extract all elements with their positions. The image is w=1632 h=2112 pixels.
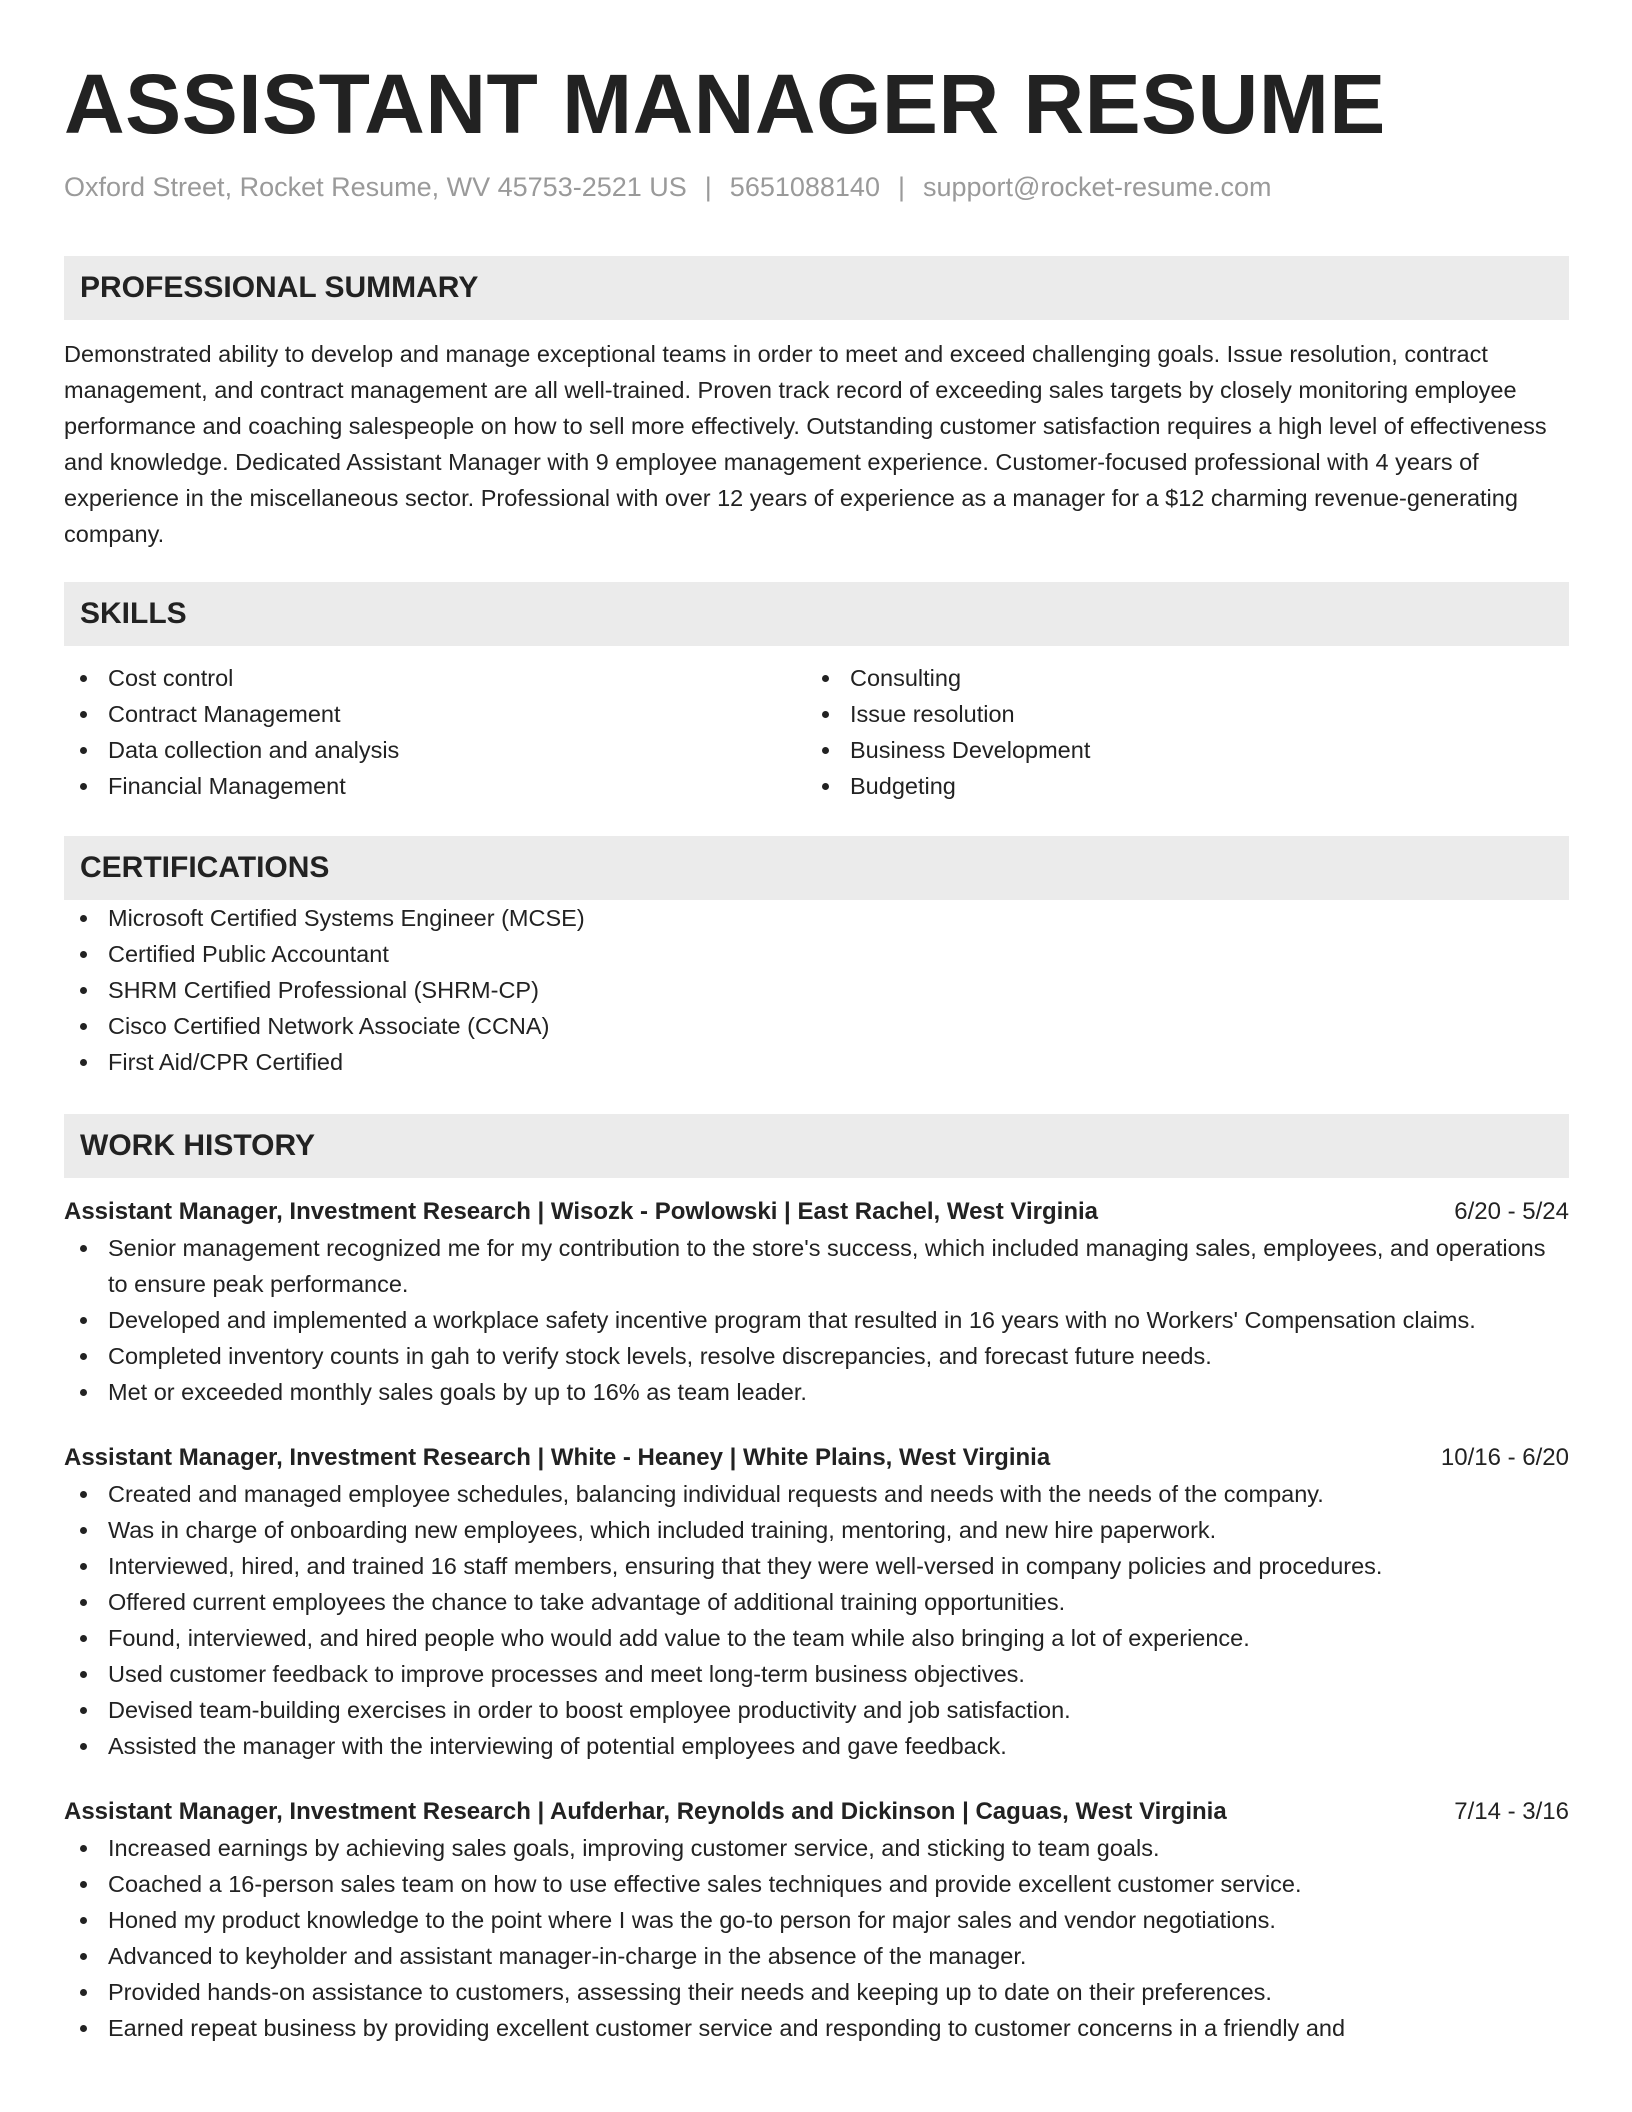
skill-item: Issue resolution xyxy=(806,696,1548,732)
job-bullet: Offered current employees the chance to take advantage of additional training opportunities. xyxy=(64,1584,1569,1620)
skill-item: Cost control xyxy=(64,660,806,696)
job-entry xyxy=(64,1194,1569,1410)
contact-email[interactable]: support@rocket-resume.com xyxy=(922,172,1272,202)
job-bullet: Increased earnings by achieving sales goals, improving customer service, and sticking to team goals. xyxy=(64,1830,1569,1866)
job-bullet: Senior management recognized me for my contribution to the store's success, which included managing sales, employees, and operations to ensure peak performance. xyxy=(64,1230,1569,1302)
job-bullet: Devised team-building exercises in order to boost employee productivity and job satisfaction. xyxy=(64,1692,1569,1728)
job-bullet: Earned repeat business by providing excellent customer service and responding to customer concerns in a friendly and xyxy=(64,2010,1569,2046)
job-header xyxy=(64,1440,1569,1476)
certification-item: Microsoft Certified Systems Engineer (MCSE) xyxy=(64,900,1569,936)
skills-list-right xyxy=(806,660,1548,804)
job-bullet: Found, interviewed, and hired people who would add value to the team while also bringing a lot of experience. xyxy=(64,1620,1569,1656)
skill-item: Budgeting xyxy=(806,768,1548,804)
job-bullet: Was in charge of onboarding new employees, which included training, mentoring, and new hire paperwork. xyxy=(64,1512,1569,1548)
skill-item: Consulting xyxy=(806,660,1548,696)
job-title: Assistant Manager, Investment Research | Wisozk - Powlowski | East Rachel, West Virginia xyxy=(64,1198,1099,1225)
job-bullet: Provided hands-on assistance to customers, assessing their needs and keeping up to date on their preferences. xyxy=(64,1974,1569,2010)
job-entry xyxy=(64,1440,1569,1764)
section-heading-work-history: WORK HISTORY xyxy=(64,1114,1569,1178)
job-entry xyxy=(64,1794,1569,2046)
certification-item: SHRM Certified Professional (SHRM-CP) xyxy=(64,972,1569,1008)
skill-item: Contract Management xyxy=(64,696,806,732)
certification-item: Certified Public Accountant xyxy=(64,936,1569,972)
contact-separator: | xyxy=(897,172,905,202)
resume-content xyxy=(64,58,1569,2046)
resume-title: ASSISTANT MANAGER RESUME xyxy=(64,57,1386,151)
section-heading-skills: SKILLS xyxy=(64,582,1569,646)
skills-columns xyxy=(64,660,1569,804)
certification-item: Cisco Certified Network Associate (CCNA) xyxy=(64,1008,1569,1044)
job-dates: 10/16 - 6/20 xyxy=(1440,1444,1569,1471)
skill-item: Data collection and analysis xyxy=(64,732,806,768)
job-bullet: Completed inventory counts in gah to verify stock levels, resolve discrepancies, and forecast future needs. xyxy=(64,1338,1569,1374)
job-title: Assistant Manager, Investment Research | White - Heaney | White Plains, West Virginia xyxy=(64,1444,1051,1471)
job-bullet-list xyxy=(64,1830,1569,2046)
job-bullet: Created and managed employee schedules, balancing individual requests and needs with the needs of the company. xyxy=(64,1476,1569,1512)
certification-item: First Aid/CPR Certified xyxy=(64,1044,1569,1080)
certifications-list xyxy=(64,900,1569,1080)
job-bullet: Developed and implemented a workplace safety incentive program that resulted in 16 years with no Workers' Compensation claims. xyxy=(64,1302,1569,1338)
job-bullet: Assisted the manager with the interviewing of potential employees and gave feedback. xyxy=(64,1728,1569,1764)
contact-address: Oxford Street, Rocket Resume, WV 45753-2521 US xyxy=(64,172,687,202)
contact-line xyxy=(64,170,1569,204)
skill-item: Financial Management xyxy=(64,768,806,804)
job-title: Assistant Manager, Investment Research | Aufderhar, Reynolds and Dickinson | Caguas, West Virginia xyxy=(64,1798,1227,1825)
section-heading-professional-summary: PROFESSIONAL SUMMARY xyxy=(64,256,1569,320)
job-bullet: Used customer feedback to improve processes and meet long-term business objectives. xyxy=(64,1656,1569,1692)
professional-summary-text: Demonstrated ability to develop and manage exceptional teams in order to meet and exceed challenging goals. Issue resolution, contract management, and contract management are all well-trained. Proven track record of exceeding sales targets by closely monitoring employee performance and coaching salespeople on how to sell more effectively. Outstanding customer satisfaction requires a high level of effectiveness and knowledge. Dedicated Assistant Manager with 9 employee management experience. Customer-focused professional with 4 years of experience in the miscellaneous sector. Professional with over 12 years of experience as a manager for a $12 charming revenue-generating company. xyxy=(64,341,1547,547)
job-bullet: Coached a 16-person sales team on how to use effective sales techniques and provide excellent customer service. xyxy=(64,1866,1569,1902)
job-bullet: Advanced to keyholder and assistant manager-in-charge in the absence of the manager. xyxy=(64,1938,1569,1974)
job-dates: 7/14 - 3/16 xyxy=(1454,1798,1569,1825)
job-dates: 6/20 - 5/24 xyxy=(1454,1198,1569,1225)
job-bullet-list xyxy=(64,1230,1569,1410)
job-bullet: Interviewed, hired, and trained 16 staff members, ensuring that they were well-versed in company policies and procedures. xyxy=(64,1548,1569,1584)
job-bullet: Honed my product knowledge to the point where I was the go-to person for major sales and vendor negotiations. xyxy=(64,1902,1569,1938)
skills-list-left xyxy=(64,660,806,804)
skill-item: Business Development xyxy=(806,732,1548,768)
section-heading-certifications: CERTIFICATIONS xyxy=(64,836,1569,900)
job-header xyxy=(64,1194,1569,1230)
job-bullet: Met or exceeded monthly sales goals by up to 16% as team leader. xyxy=(64,1374,1569,1410)
job-header xyxy=(64,1794,1569,1830)
job-bullet-list xyxy=(64,1476,1569,1764)
contact-phone[interactable]: 5651088140 xyxy=(729,172,880,202)
contact-separator: | xyxy=(704,172,712,202)
